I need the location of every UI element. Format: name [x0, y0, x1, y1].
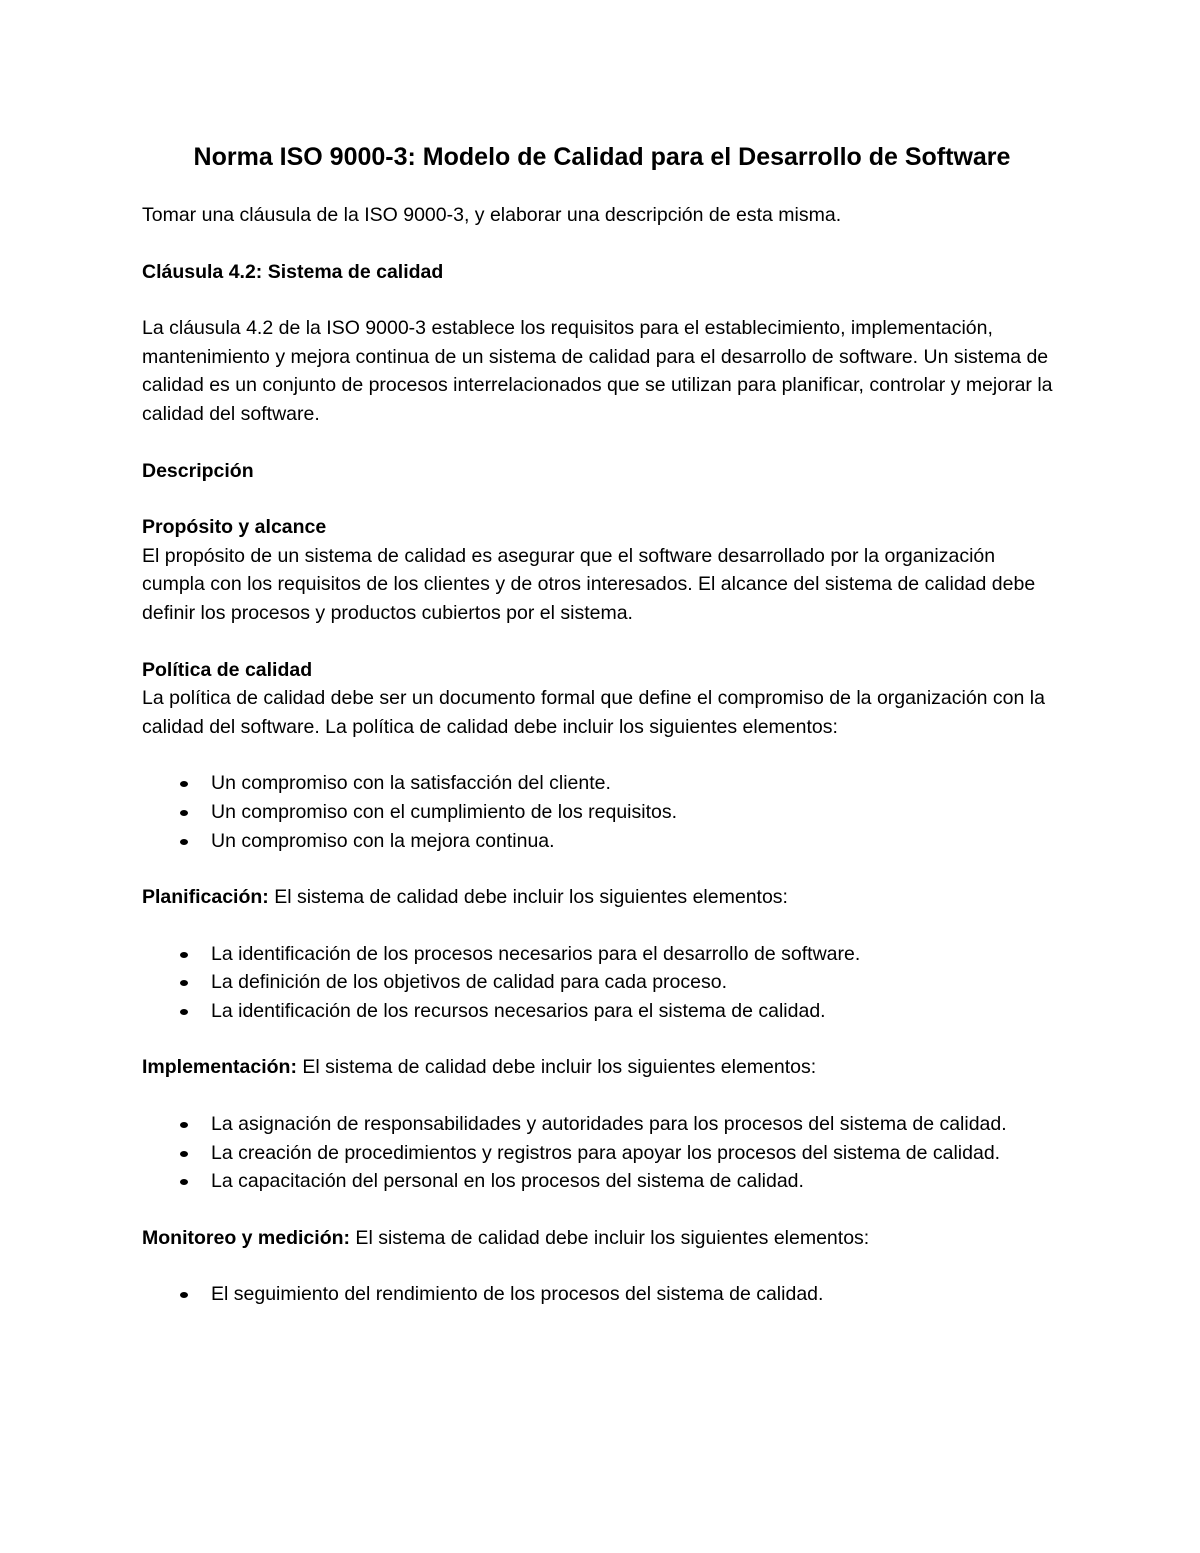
list-item: Un compromiso con el cumplimiento de los requisitos. — [142, 798, 1062, 827]
planning-text: El sistema de calidad debe incluir los siguientes elementos: — [268, 886, 788, 909]
policy-text: La política de calidad debe ser un documento formal que define el compromiso de la organización con la calidad del software. La política de calidad debe incluir los siguientes elementos: — [142, 687, 1045, 738]
document-body — [142, 137, 1062, 1309]
planning-list — [142, 940, 1062, 1026]
list-item: La identificación de los procesos necesarios para el desarrollo de software. — [142, 940, 1062, 969]
intro-text: Tomar una cláusula de la ISO 9000-3, y elaborar una descripción de esta misma. — [142, 204, 842, 226]
monitoring-paragraph — [142, 1224, 1062, 1253]
list-item: Un compromiso con la mejora continua. — [142, 827, 1062, 856]
implementation-list — [142, 1110, 1062, 1196]
purpose-heading: Propósito y alcance — [142, 516, 327, 539]
policy-heading: Política de calidad — [142, 658, 313, 681]
list-item: La definición de los objetivos de calidad para cada proceso. — [142, 968, 1062, 997]
monitoring-label: Monitoreo y medición: — [142, 1226, 351, 1249]
list-item: La identificación de los recursos necesarios para el sistema de calidad. — [142, 997, 1062, 1026]
clause-text: La cláusula 4.2 de la ISO 9000-3 establece los requisitos para el establecimiento, implementación, mantenimiento y mejora continua de un sistema de calidad para el desarrollo de software. Un sistema de calidad es un conjunto de procesos interrelacionados que se utilizan para planificar, controlar y mejorar la calidad del software. — [142, 317, 1053, 425]
clause-heading: Cláusula 4.2: Sistema de calidad — [142, 260, 444, 283]
list-item: La asignación de responsabilidades y autoridades para los procesos del sistema de calidad. — [142, 1110, 1062, 1139]
policy-list — [142, 769, 1062, 855]
implementation-label: Implementación: — [142, 1056, 297, 1079]
monitoring-text: El sistema de calidad debe incluir los siguientes elementos: — [350, 1226, 870, 1249]
implementation-paragraph — [142, 1053, 1062, 1082]
list-item: La creación de procedimientos y registros para apoyar los procesos del sistema de calidad. — [142, 1139, 1062, 1168]
list-item: La capacitación del personal en los procesos del sistema de calidad. — [142, 1167, 1062, 1196]
planning-label: Planificación: — [142, 886, 269, 909]
implementation-text: El sistema de calidad debe incluir los siguientes elementos: — [296, 1056, 817, 1079]
purpose-text: El propósito de un sistema de calidad es asegurar que el software desarrollado por la organización cumpla con los requisitos de los clientes y de otros interesados. El alcance del sistema de calidad debe definir los procesos y productos cubiertos por el sistema. — [142, 544, 1036, 624]
list-item: Un compromiso con la satisfacción del cliente. — [142, 769, 1062, 798]
list-item: El seguimiento del rendimiento de los procesos del sistema de calidad. — [142, 1280, 1062, 1309]
monitoring-list — [142, 1280, 1062, 1309]
planning-paragraph — [142, 883, 1062, 912]
document-title: Norma ISO 9000-3: Modelo de Calidad para el Desarrollo de Software — [193, 143, 1011, 171]
description-heading: Descripción — [142, 459, 254, 482]
